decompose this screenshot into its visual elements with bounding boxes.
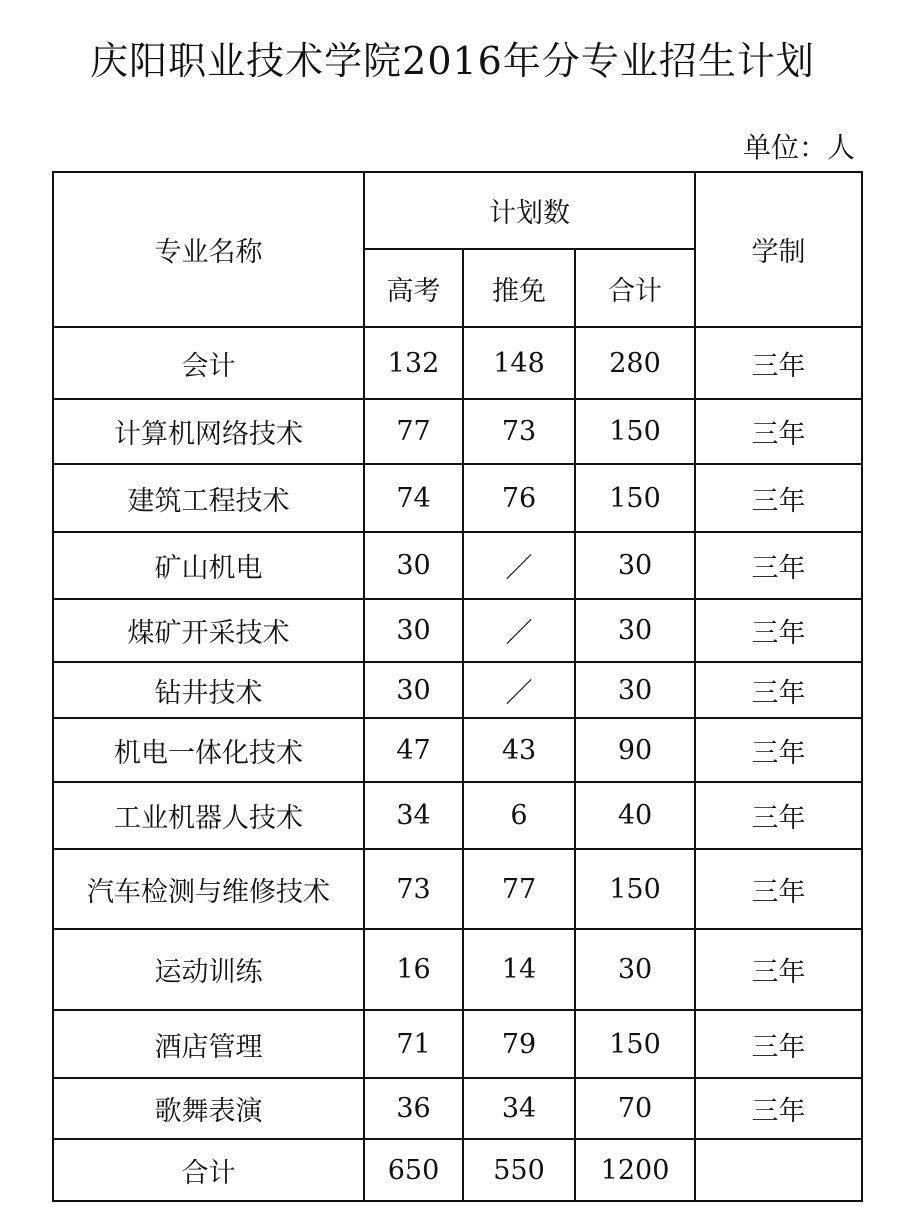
gaokao-count: 47 [364, 718, 463, 782]
subtotal-count: 280 [575, 327, 695, 399]
major-name: 酒店管理 [53, 1010, 364, 1078]
gaokao-count: 71 [364, 1010, 463, 1078]
major-name: 煤矿开采技术 [53, 599, 364, 662]
tuimian-count: 34 [463, 1078, 575, 1139]
duration: 三年 [695, 399, 862, 464]
total-tuimian-count: 550 [463, 1139, 575, 1201]
subtotal-count: 30 [575, 532, 695, 599]
table-row [53, 782, 862, 849]
total-row [53, 1139, 862, 1201]
gaokao-count: 30 [364, 662, 463, 718]
tuimian-count: 73 [463, 399, 575, 464]
gaokao-count: 132 [364, 327, 463, 399]
duration: 三年 [695, 464, 862, 532]
gaokao-count: 16 [364, 929, 463, 1010]
duration: 三年 [695, 1010, 862, 1078]
major-name: 矿山机电 [53, 532, 364, 599]
subtotal-count: 30 [575, 599, 695, 662]
duration: 三年 [695, 718, 862, 782]
total-subtotal-count: 1200 [575, 1139, 695, 1201]
duration: 三年 [695, 782, 862, 849]
major-name: 机电一体化技术 [53, 718, 364, 782]
gaokao-count: 74 [364, 464, 463, 532]
enrollment-plan-table [52, 171, 863, 1202]
duration: 三年 [695, 849, 862, 929]
gaokao-count: 73 [364, 849, 463, 929]
tuimian-count: ／ [463, 662, 575, 718]
major-name: 钻井技术 [53, 662, 364, 718]
subtotal-count: 90 [575, 718, 695, 782]
tuimian-count: 76 [463, 464, 575, 532]
gaokao-count: 30 [364, 599, 463, 662]
duration: 三年 [695, 327, 862, 399]
header-duration: 学制 [695, 172, 862, 327]
duration: 三年 [695, 599, 862, 662]
header-tuimian: 推免 [463, 249, 575, 327]
duration: 三年 [695, 929, 862, 1010]
table-row [53, 399, 862, 464]
tuimian-count: 77 [463, 849, 575, 929]
major-name: 汽车检测与维修技术 [53, 849, 364, 929]
subtotal-count: 150 [575, 849, 695, 929]
header-plan: 计划数 [364, 172, 695, 249]
page-title: 庆阳职业技术学院2016年分专业招生计划 [90, 39, 815, 83]
major-name: 会计 [53, 327, 364, 399]
major-name: 工业机器人技术 [53, 782, 364, 849]
major-name: 运动训练 [53, 929, 364, 1010]
table-row [53, 599, 862, 662]
table-row [53, 718, 862, 782]
header-gaokao: 高考 [364, 249, 463, 327]
total-gaokao-count: 650 [364, 1139, 463, 1201]
gaokao-count: 77 [364, 399, 463, 464]
total-duration [695, 1139, 862, 1201]
table-row [53, 929, 862, 1010]
tuimian-count: 14 [463, 929, 575, 1010]
table-row [53, 464, 862, 532]
tuimian-count: 79 [463, 1010, 575, 1078]
table-row [53, 849, 862, 929]
major-name: 计算机网络技术 [53, 399, 364, 464]
duration: 三年 [695, 1078, 862, 1139]
duration: 三年 [695, 662, 862, 718]
subtotal-count: 150 [575, 399, 695, 464]
gaokao-count: 36 [364, 1078, 463, 1139]
gaokao-count: 30 [364, 532, 463, 599]
subtotal-count: 150 [575, 1010, 695, 1078]
major-name: 歌舞表演 [53, 1078, 364, 1139]
table-row [53, 327, 862, 399]
subtotal-count: 150 [575, 464, 695, 532]
gaokao-count: 34 [364, 782, 463, 849]
subtotal-count: 40 [575, 782, 695, 849]
table-row [53, 1010, 862, 1078]
subtotal-count: 30 [575, 929, 695, 1010]
subtotal-count: 70 [575, 1078, 695, 1139]
tuimian-count: 43 [463, 718, 575, 782]
duration: 三年 [695, 532, 862, 599]
tuimian-count: ／ [463, 532, 575, 599]
tuimian-count: 148 [463, 327, 575, 399]
table-row [53, 532, 862, 599]
table-row [53, 662, 862, 718]
tuimian-count: ／ [463, 599, 575, 662]
major-name: 建筑工程技术 [53, 464, 364, 532]
tuimian-count: 6 [463, 782, 575, 849]
subtotal-count: 30 [575, 662, 695, 718]
unit-label: 单位：人 [742, 131, 855, 164]
total-major-name: 合计 [53, 1139, 364, 1201]
header-subtotal: 合计 [575, 249, 695, 327]
header-major: 专业名称 [53, 172, 364, 327]
table-row [53, 1078, 862, 1139]
